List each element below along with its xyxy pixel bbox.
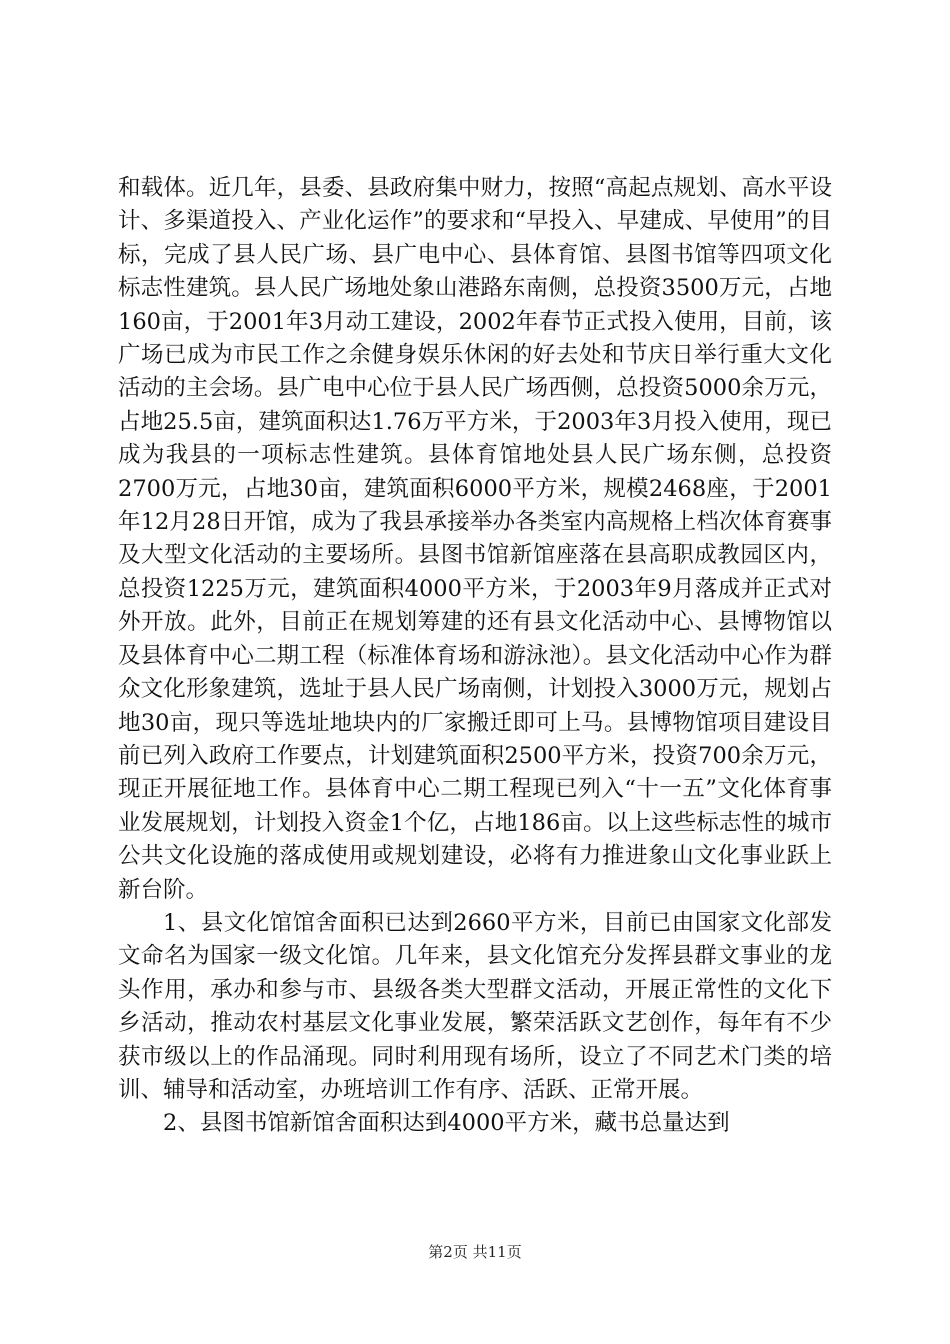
paragraph-3: 2、县图书馆新馆舍面积达到4000平方米，藏书总量达到: [163, 1110, 730, 1137]
paragraph-2: 1、县文化馆馆舍面积已达到2660平方米，目前已由国家文化部发文命名为国家一级文化馆。几年来，县文化馆充分发挥县群文事业的龙头作用，承办和参与市、县级各类大型群文活动，开展正常性的文化下乡活动，推动农村基层文化事业发展，繁荣活跃文艺创作，每年有不少获市级以上的作品涌现。同时利用现有场所，设立了不同艺术门类的培训、辅导和活动室，办班培训工作有序、活跃、正常开展。: [118, 909, 832, 1103]
page-footer: 第2页 共11页: [428, 1243, 522, 1261]
paragraph-1: 和载体。近几年，县委、县政府集中财力，按照“高起点规划、高水平设计、多渠道投入、产业化运作”的要求和“早投入、早建成、早使用”的目标，完成了县人民广场、县广电中心、县体育馆、县图书馆等四项文化标志性建筑。县人民广场地处象山港路东南侧，总投资3500万元，占地160亩，于2001年3月动工建设，2002年春节正式投入使用，目前，该广场已成为市民工作之余健身娱乐休闲的好去处和节庆日举行重大文化活动的主会场。县广电中心位于县人民广场西侧，总投资5000余万元，占地25.5亩，建筑面积达1.76万平方米，于2003年3月投入使用，现已成为我县的一项标志性建筑。县体育馆地处县人民广场东侧，总投资2700万元，占地30亩，建筑面积6000平方米，规模2468座，于2001年12月28日开馆，成为了我县承接举办各类室内高规格上档次体育赛事及大型文化活动的主要场所。县图书馆新馆座落在县高职成教园区内，总投资1225万元，建筑面积4000平方米，于2003年9月落成并正式对外开放。此外，目前正在规划筹建的还有县文化活动中心、县博物馆以及县体育中心二期工程（标准体育场和游泳池）。县文化活动中心作为群众文化形象建筑，选址于县人民广场南侧，计划投入3000万元，规划占地30亩，现只等选址地块内的厂家搬迁即可上马。县博物馆项目建设目前已列入政府工作要点，计划建筑面积2500平方米，投资700余万元，现正开展征地工作。县体育中心二期工程现已列入“十一五”文化体育事业发展规划，计划投入资金1个亿，占地186亩。以上这些标志性的城市公共文化设施的落成使用或规划建设，必将有力推进象山文化事业跃上新台阶。: [118, 175, 832, 903]
document-body: [118, 172, 832, 1141]
